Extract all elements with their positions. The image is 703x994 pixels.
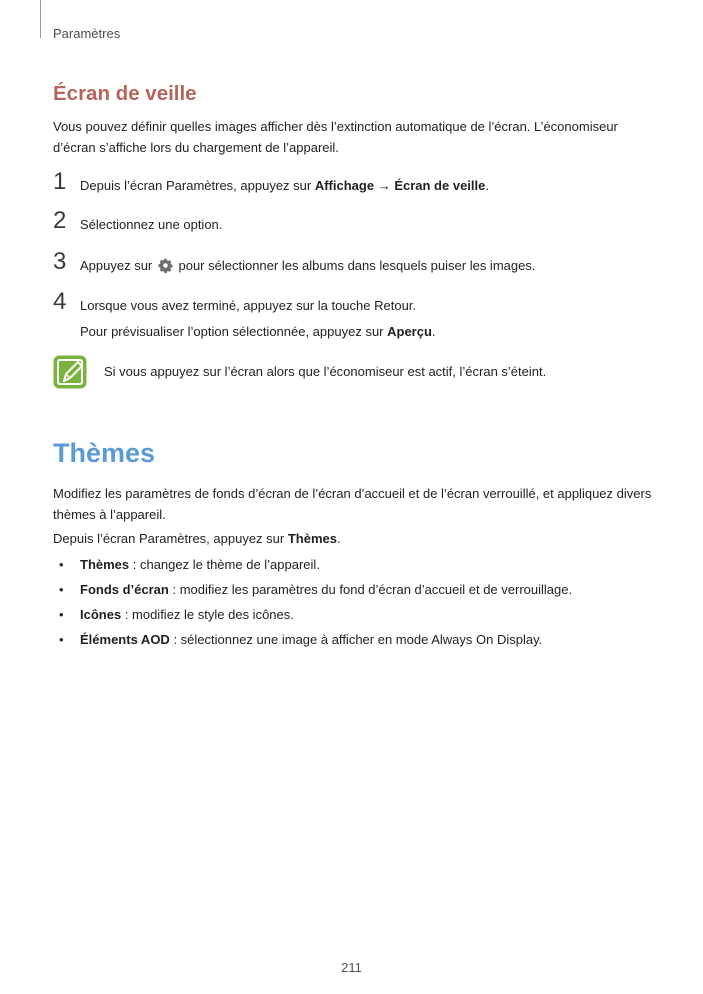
menu-apercu: Aperçu [387, 324, 432, 339]
step-text: Depuis l’écran Paramètres, appuyez sur Affichage → Écran de veille. [80, 178, 489, 193]
screensaver-intro: Vous pouvez définir quelles images afficher dès l’extinction automatique de l’écran. L’économiseur d’écran s’affiche lors du chargement de l’appareil. [53, 119, 618, 155]
screensaver-title: Écran de veille [53, 82, 197, 105]
bullet: • [59, 557, 64, 572]
themes-title: Thèmes [53, 438, 156, 468]
list-item: • Fonds d’écran : modifiez les paramètres du fond d’écran d’accueil et de verrouillage. [53, 578, 572, 603]
gear-icon [158, 257, 173, 281]
step-number: 1 [53, 168, 67, 195]
step-number: 2 [53, 207, 67, 234]
step-text: Pour prévisualiser l’option sélectionnée, appuyez sur Aperçu. [80, 324, 436, 339]
step-text: Lorsque vous avez terminé, appuyez sur la touche Retour. [80, 298, 417, 313]
bullet: • [59, 632, 64, 647]
list-item: • Icônes : modifiez le style des icônes. [53, 603, 572, 628]
themes-path: Depuis l’écran Paramètres, appuyez sur Thèmes. [53, 531, 341, 546]
header-divider [40, 0, 41, 38]
step-text: Appuyez sur pour sélectionner les albums dans lesquels puiser les images. [80, 254, 670, 281]
step-number: 4 [53, 288, 67, 315]
menu-ecran-de-veille: Écran de veille [394, 178, 486, 193]
list-item: • Éléments AOD : sélectionnez une image à afficher en mode Always On Display. [53, 628, 572, 653]
page-number: 211 [341, 960, 362, 975]
note-pencil-icon [53, 355, 87, 389]
menu-themes: Thèmes [287, 531, 337, 546]
running-header: Paramètres [53, 26, 121, 41]
themes-intro: Modifiez les paramètres de fonds d’écran de l’écran d’accueil et de l’écran verrouillé, et appliquez divers thèmes à l’appareil. [53, 486, 652, 522]
step-text: Sélectionnez une option. [80, 217, 223, 232]
themes-options-list [53, 553, 572, 653]
note-text: Si vous appuyez sur l’écran alors que l’économiseur est actif, l’écran s’éteint. [104, 364, 547, 379]
step-number: 3 [53, 248, 67, 275]
menu-affichage: Affichage [314, 178, 375, 193]
bullet: • [59, 582, 64, 597]
bullet: • [59, 607, 64, 622]
list-item: • Thèmes : changez le thème de l’appareil. [53, 553, 572, 578]
